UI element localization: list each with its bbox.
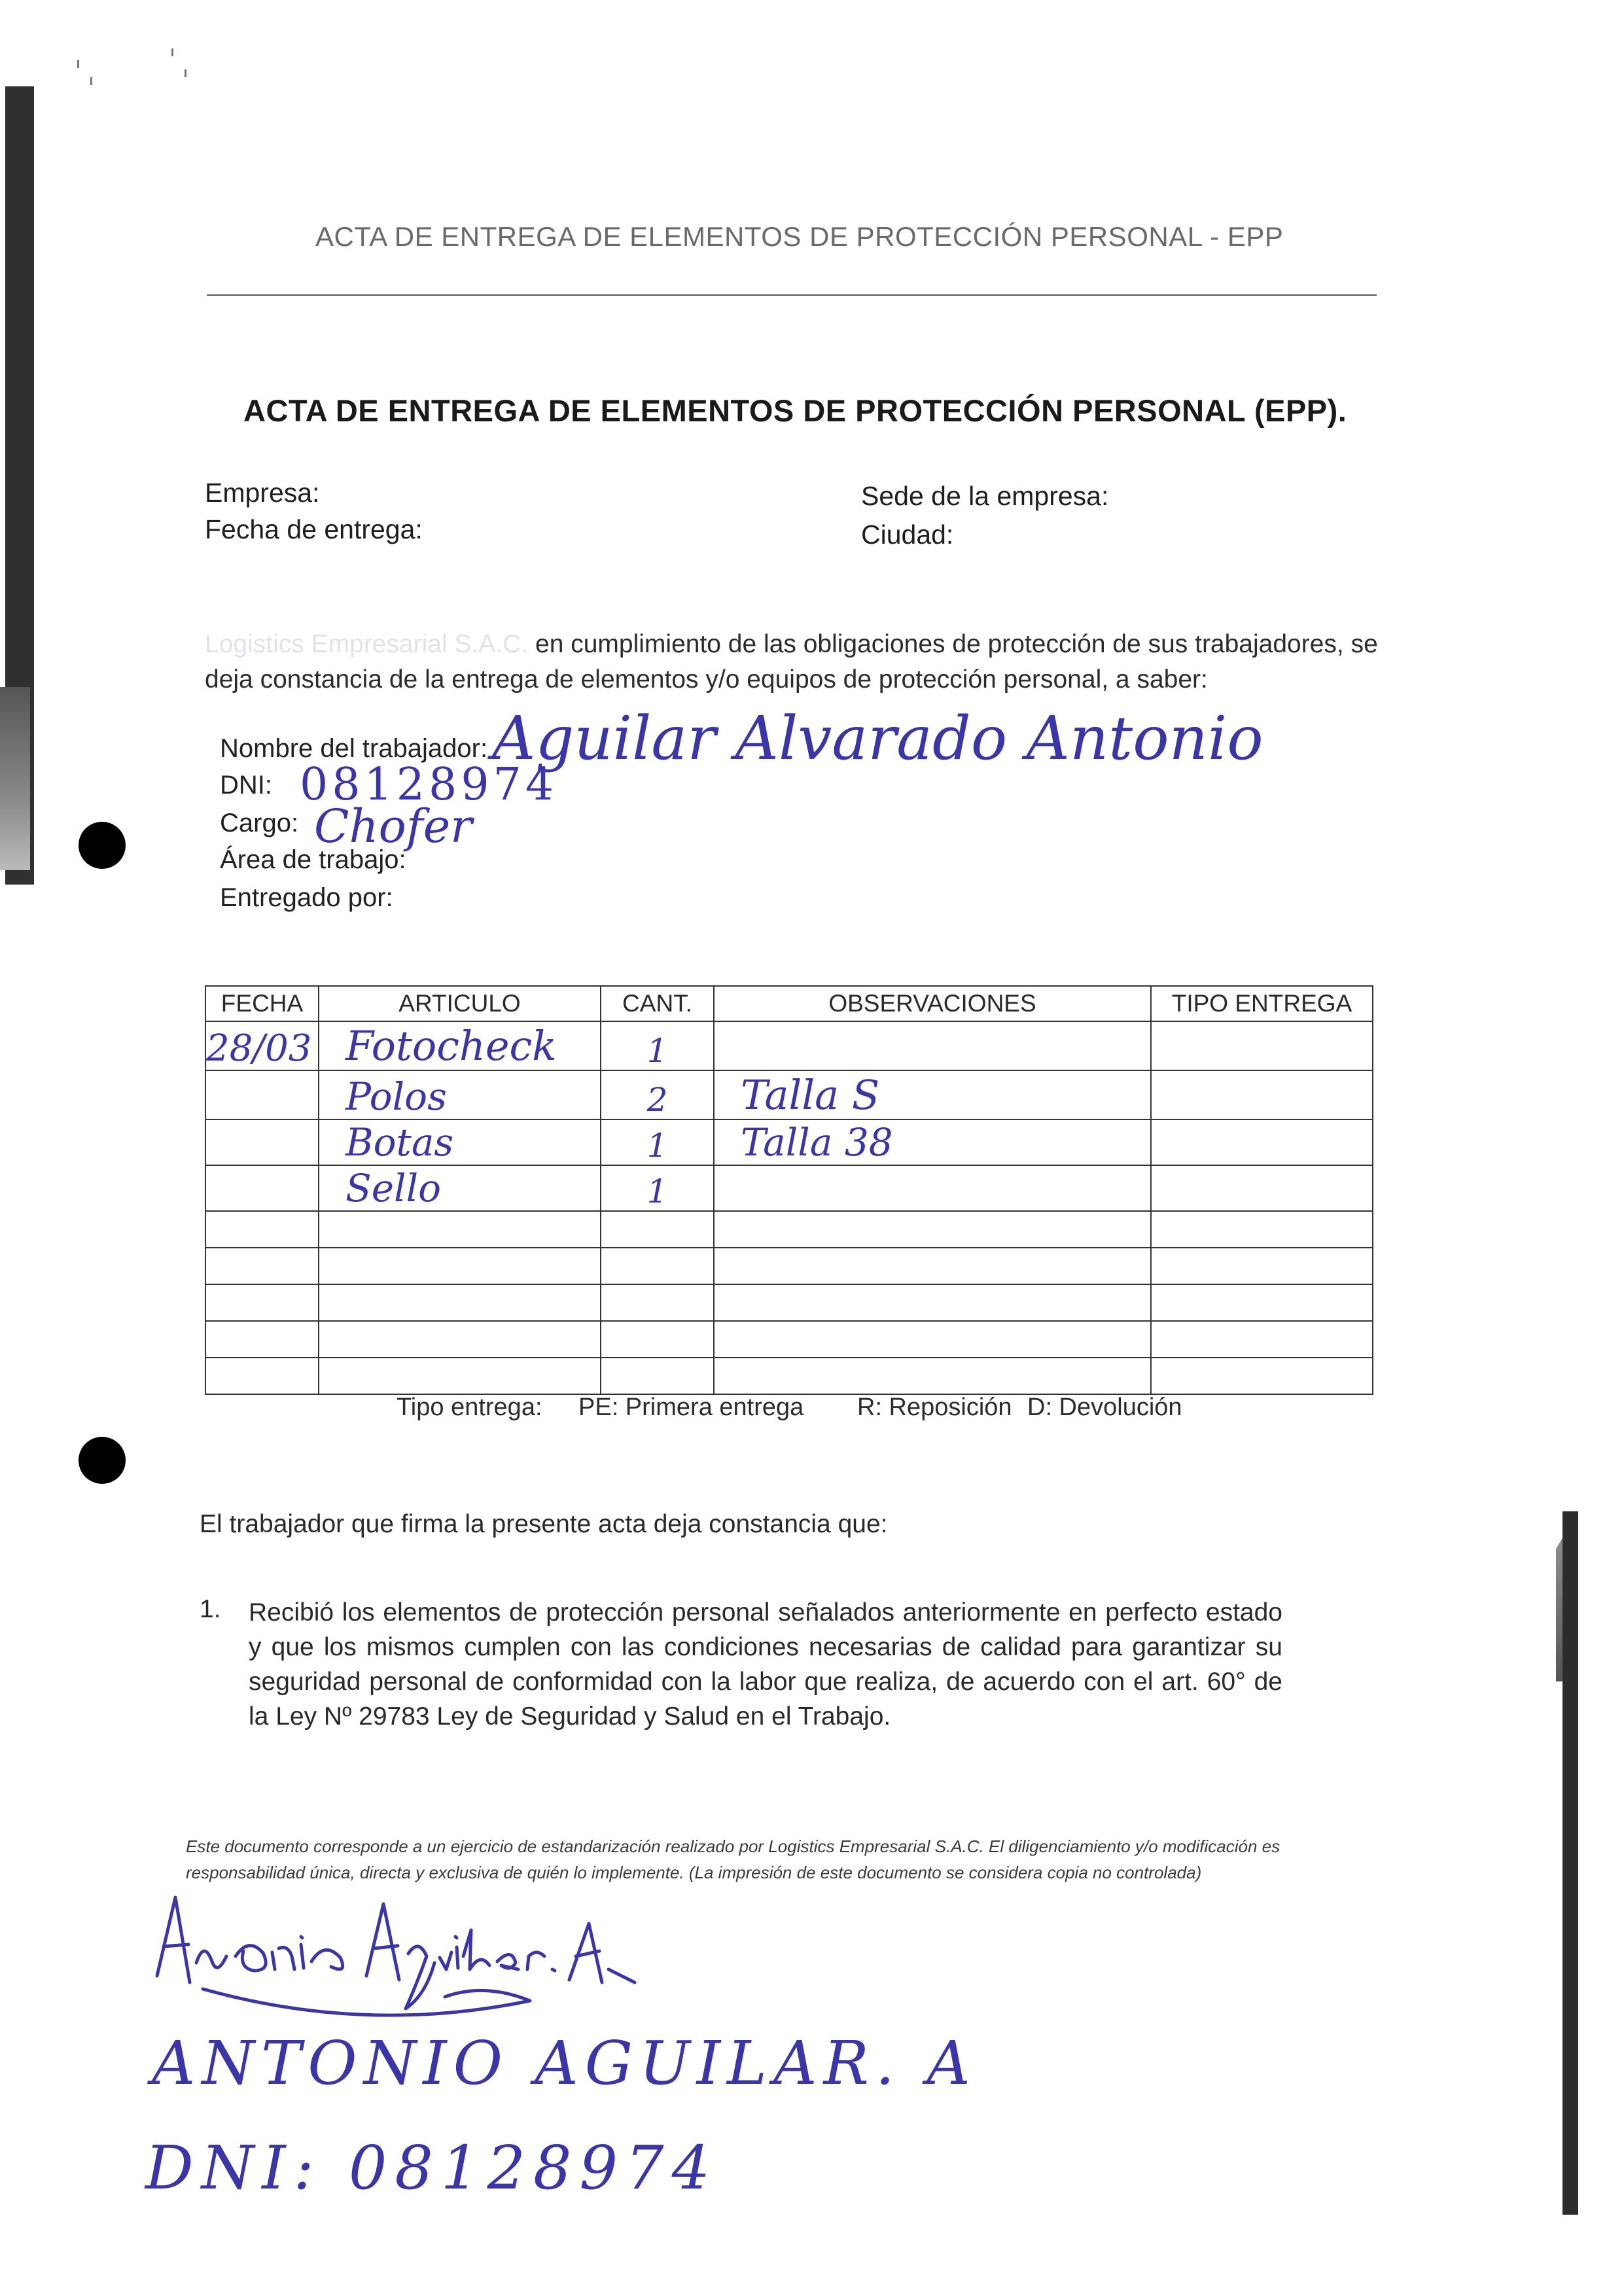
- cell-observaciones: Talla 38: [714, 1119, 1151, 1165]
- col-header-cant: CANT.: [601, 986, 714, 1021]
- cell-observaciones: Talla S: [714, 1070, 1151, 1119]
- cell-tipo-entrega: [1151, 1321, 1373, 1358]
- epp-table: [205, 985, 1373, 1395]
- ciudad-label: Ciudad:: [861, 519, 954, 550]
- cargo-label: Cargo:: [220, 809, 299, 837]
- cell-cant: [601, 1284, 714, 1321]
- list-item-text: Recibió los elementos de protección personal señalados anteriormente en perfecto estado y que los mismos cumplen con las condiciones necesarias de calidad para garantizar su seguridad personal de conformidad con la labor que realiza, de acuerdo con el art. 60° de la Ley Nº 29783 Ley de Seguridad y Salud en el Trabajo.: [249, 1598, 1282, 1731]
- cell-articulo: [319, 1248, 601, 1284]
- scan-speck: [90, 77, 92, 85]
- handwritten-signature: [144, 1884, 667, 2035]
- cell-fecha: [205, 1070, 319, 1119]
- cell-observaciones: [714, 1284, 1151, 1321]
- sede-label: Sede de la empresa:: [861, 481, 1109, 511]
- nombre-label: Nombre del trabajador:: [220, 734, 488, 763]
- cell-tipo-entrega: [1151, 1165, 1373, 1211]
- cell-fecha: [205, 1119, 319, 1165]
- header-title: ACTA DE ENTREGA DE ELEMENTOS DE PROTECCIÓN PERSONAL - EPP: [315, 221, 1284, 252]
- tipo-entrega-r: R: Reposición: [857, 1394, 1012, 1421]
- footer-disclaimer: Este documento corresponde a un ejercicio de estandarización realizado por Logistics Empresarial S.A.C. El diligenciamiento y/o modificación es responsabilidad única, directa y exclusiva de quién lo implemente. (La impresión de este documento se considera copia no controlada): [186, 1837, 1280, 1882]
- col-header-tipo-entrega: TIPO ENTREGA: [1151, 986, 1373, 1021]
- cell-observaciones: [714, 1165, 1151, 1211]
- signature-name: ANTONIO AGUILAR. A: [152, 2028, 977, 2098]
- company-name-faded: Logistics Empresarial S.A.C.: [205, 630, 529, 658]
- cell-observaciones: [714, 1321, 1151, 1358]
- nombre-handwritten: Aguilar Alvarado Antonio: [492, 703, 1263, 773]
- cell-observaciones: [714, 1248, 1151, 1284]
- worker-statement: El trabajador que firma la presente acta deja constancia que:: [200, 1510, 888, 1538]
- cell-tipo-entrega: [1151, 1070, 1373, 1119]
- cell-cant: 1: [601, 1021, 714, 1070]
- intro-text: en cumplimiento de las obligaciones de protección de sus trabajadores, se deja constancia de la entrega de elementos y/o equipos de protección personal, a saber:: [205, 630, 1378, 694]
- cell-tipo-entrega: [1151, 1248, 1373, 1284]
- cell-cant: [601, 1211, 714, 1248]
- cell-fecha: 28/03: [205, 1021, 319, 1070]
- col-header-fecha: FECHA: [205, 986, 319, 1021]
- scan-speck: [171, 48, 173, 56]
- cell-observaciones: [714, 1211, 1151, 1248]
- table-header-row: [205, 986, 1373, 1021]
- tipo-entrega-label: Tipo entrega:: [397, 1394, 542, 1421]
- cargo-handwritten: Chofer: [314, 800, 472, 853]
- cell-tipo-entrega: [1151, 1021, 1373, 1070]
- empresa-label: Empresa:: [205, 478, 320, 508]
- cell-cant: 1: [601, 1165, 714, 1211]
- dni-handwritten: 08128974: [300, 759, 558, 811]
- cell-fecha: [205, 1321, 319, 1358]
- cell-tipo-entrega: [1151, 1358, 1373, 1394]
- col-header-observaciones: OBSERVACIONES: [714, 986, 1151, 1021]
- cell-articulo: Botas: [319, 1119, 601, 1165]
- table-row: [205, 1070, 1373, 1119]
- document-title: ACTA DE ENTREGA DE ELEMENTOS DE PROTECCIÓN PERSONAL (EPP).: [243, 393, 1347, 428]
- cell-tipo-entrega: [1151, 1119, 1373, 1165]
- cell-cant: [601, 1248, 714, 1284]
- table-row: [205, 1248, 1373, 1284]
- table-row: [205, 1284, 1373, 1321]
- table-row: [205, 1321, 1373, 1358]
- cell-fecha: [205, 1358, 319, 1394]
- cell-tipo-entrega: [1151, 1211, 1373, 1248]
- cell-cant: 2: [601, 1070, 714, 1119]
- cell-fecha: [205, 1165, 319, 1211]
- header-divider: [207, 294, 1377, 296]
- cell-articulo: [319, 1321, 601, 1358]
- cell-articulo: Sello: [319, 1165, 601, 1211]
- signature-dni: DNI: 08128974: [145, 2133, 718, 2203]
- scan-edge-shadow: [0, 687, 30, 870]
- scan-speck: [77, 60, 79, 68]
- table-row: [205, 1358, 1373, 1394]
- cell-tipo-entrega: [1151, 1284, 1373, 1321]
- tipo-entrega-pe: PE: Primera entrega: [578, 1394, 804, 1421]
- cell-cant: [601, 1358, 714, 1394]
- entregado-label: Entregado por:: [220, 883, 393, 912]
- punch-hole: [79, 1437, 126, 1484]
- cell-articulo: Fotocheck: [319, 1021, 601, 1070]
- cell-cant: [601, 1321, 714, 1358]
- punch-hole: [79, 822, 126, 869]
- cell-observaciones: [714, 1021, 1151, 1070]
- cell-articulo: [319, 1284, 601, 1321]
- cell-articulo: [319, 1358, 601, 1394]
- cell-fecha: [205, 1211, 319, 1248]
- dni-label: DNI:: [220, 771, 272, 800]
- tipo-entrega-d: D: Devolución: [1027, 1394, 1182, 1421]
- list-item-number: 1.: [200, 1595, 221, 1623]
- fecha-entrega-label: Fecha de entrega:: [205, 514, 423, 544]
- area-label: Área de trabajo:: [220, 845, 406, 874]
- cell-fecha: [205, 1248, 319, 1284]
- scan-speck: [185, 69, 186, 77]
- table-row: [205, 1211, 1373, 1248]
- table-row: [205, 1021, 1373, 1070]
- col-header-articulo: ARTICULO: [319, 986, 601, 1021]
- table-row: [205, 1119, 1373, 1165]
- scan-edge-shadow: [1562, 1511, 1578, 2215]
- cell-articulo: Polos: [319, 1070, 601, 1119]
- cell-cant: 1: [601, 1119, 714, 1165]
- cell-fecha: [205, 1284, 319, 1321]
- cell-articulo: [319, 1211, 601, 1248]
- table-row: [205, 1165, 1373, 1211]
- cell-observaciones: [714, 1358, 1151, 1394]
- intro-paragraph: [205, 627, 1383, 697]
